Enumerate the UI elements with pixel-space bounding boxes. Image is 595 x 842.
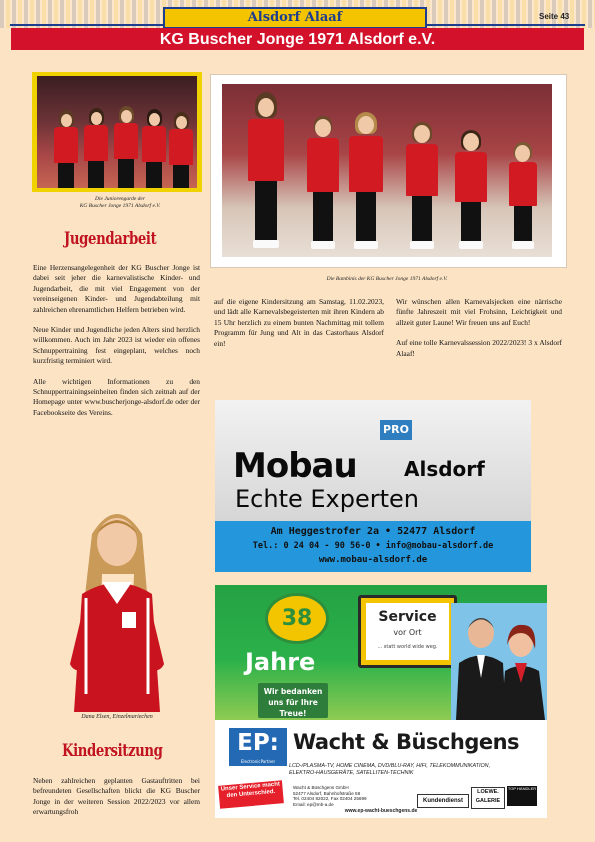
anniversary-jahre: Jahre [245,648,316,676]
owners-photo [451,603,547,720]
ep-address-line-1: Wacht & Büschgens GmbH [293,785,349,790]
portrait-photo [62,494,172,712]
jugendarbeit-paragraph-2: Neue Kinder und Jugendliche jeden Alters sind herzlich willkommen. Auch im Jahr 2023 ist wieder ein offenes Schnuppertraining fest eingeplant, welches noch kurzfristig terminiert wird. [33,325,200,366]
ep-website[interactable]: www.ep-wacht-bueschgens.de [344,808,418,814]
ep-logo [229,728,287,766]
juniorengarde-caption-1: Die Juniorengarde der [95,196,145,202]
kindersitzung-heading: Kindersitzung [62,741,163,761]
ep-logo-bar [229,728,531,766]
ep-logo-text: EP: [237,730,279,756]
ep-logo-sub: ElectronicPartner [240,759,276,764]
loewe-galerie-badge: LOEWE. GALERIE [471,787,505,809]
mobau-city: Alsdorf [404,457,485,481]
mobau-contact: Tel.: 0 24 04 - 90 56-0 • info@mobau-alsdorf.de [252,541,494,551]
top-haendler-badge: TOP HÄNDLER [507,786,537,806]
page-number: Seite 43 [539,12,570,21]
portrait-illustration [62,494,172,712]
ep-services [289,763,539,776]
thanks-banner: Wir bedanken uns für Ihre Treue! [258,683,328,718]
service-sign-small: ... statt world wide weg. [377,644,438,650]
magazine-brand: Alsdorf Alaaf [163,7,427,29]
juniorengarde-caption-2: KG Buscher Jonge 1971 Alsdorf e.V. [79,203,161,209]
ep-services-line-1: LCD-/PLASMA-TV, HOME CINEMA, DVD/BLU-RAY, HIFI, TELEKOMMUNIKATION, [289,763,491,769]
mobau-pro-badge: PRO [380,420,412,440]
mobau-logo: Mobau [233,446,357,486]
anniversary-badge: 38 [265,593,329,644]
service-sign [358,595,457,668]
jugendarbeit-heading: Jugendarbeit [64,229,157,249]
bambinis-caption: Die Bambinis der KG Buscher Jonge 1971 Alsdorf e.V. [326,276,448,282]
ep-advertisement[interactable] [215,585,547,818]
service-sticker: Unser Service macht den Unterschied. [218,780,284,808]
portrait-caption: Dana Elsen, Einzelmariechen [81,714,153,720]
jugendarbeit-paragraph-3: Alle wichtigen Informationen zu den Schnuppertrainingseinheiten finden sich zeitnah auf der Homepage unter www.buscherjonge-alsdorf.de oder der Facebookseite des Vereins. [33,376,200,417]
service-sign-title: Service [378,609,437,625]
ep-address-line-4: Email: ep@mb-a.de [293,801,334,807]
mobau-slogan: Echte Experten [235,485,419,513]
kundendienst-badge: Kundendienst [417,794,469,808]
bambinis-photo [222,84,552,257]
ep-address-line-3: Tel. 02404 82022, Fax 02404 25699 [293,796,367,802]
kindersitzung-continued-text: auf die eigene Kindersitzung am Samstag, 11.02.2023, und lädt alle Karnevalsbegeisterten mit ihren Kindern ab 15 Uhr herzlich zu einem bunten Nachmittag mit tollem Programm für Jung und Alt in das Castorhaus Alsdorf ein! [214,297,384,348]
page-title: KG Buscher Jonge 1971 Alsdorf e.V. [11,28,584,50]
mobau-advertisement[interactable] [215,400,531,572]
kindersitzung-text: Neben zahlreichen geplanten Gastauftritten bei befreundeten Gesellschaften blickt die KG Buscher Jonge in der weiteren Session 2022/2023 vor allem erwartungsfroh [33,776,200,817]
service-sign-sub: vor Ort [393,628,422,637]
mobau-contact-band [215,521,531,572]
company-name: Wacht & Büschgens [293,730,520,754]
ep-address-line-2: 52477 Alsdorf, Bahnhofstraße 58 [293,790,361,796]
ep-address [293,785,423,807]
juniorengarde-photo [37,76,197,188]
closing-text [396,297,562,369]
jugendarbeit-text [33,263,200,428]
closing-paragraph-2: Auf eine tolle Karnevalssession 2022/2023! 3 x Alsdorf Alaaf! [396,338,562,358]
mobau-website[interactable]: www.mobau-alsdorf.de [318,555,428,565]
closing-paragraph-1: Wir wünschen allen Karnevalsjecken eine närrische fünfte Jahreszeit mit viel Frohsinn, Leichtigkeit und allzeit guter Laune! Wir freuen uns auf Euch! [396,297,562,327]
ep-services-line-2: ELEKTRO-HAUSGERÄTE, SATELLITEN-TECHNIK [289,769,414,776]
mobau-address: Am Heggestrofer 2a • 52477 Alsdorf [270,526,476,537]
jugendarbeit-paragraph-1: Eine Herzensangelegenheit der KG Buscher Jonge ist dabei seit jeher die karnevalistische Kinder- und Jugendarbeit, die mit viel Engagement von der vereinseigenen Kinder- und Jugendabteilung mit zahlreichen ehrenamtlichen Helfern betrieben wird. [33,263,200,314]
